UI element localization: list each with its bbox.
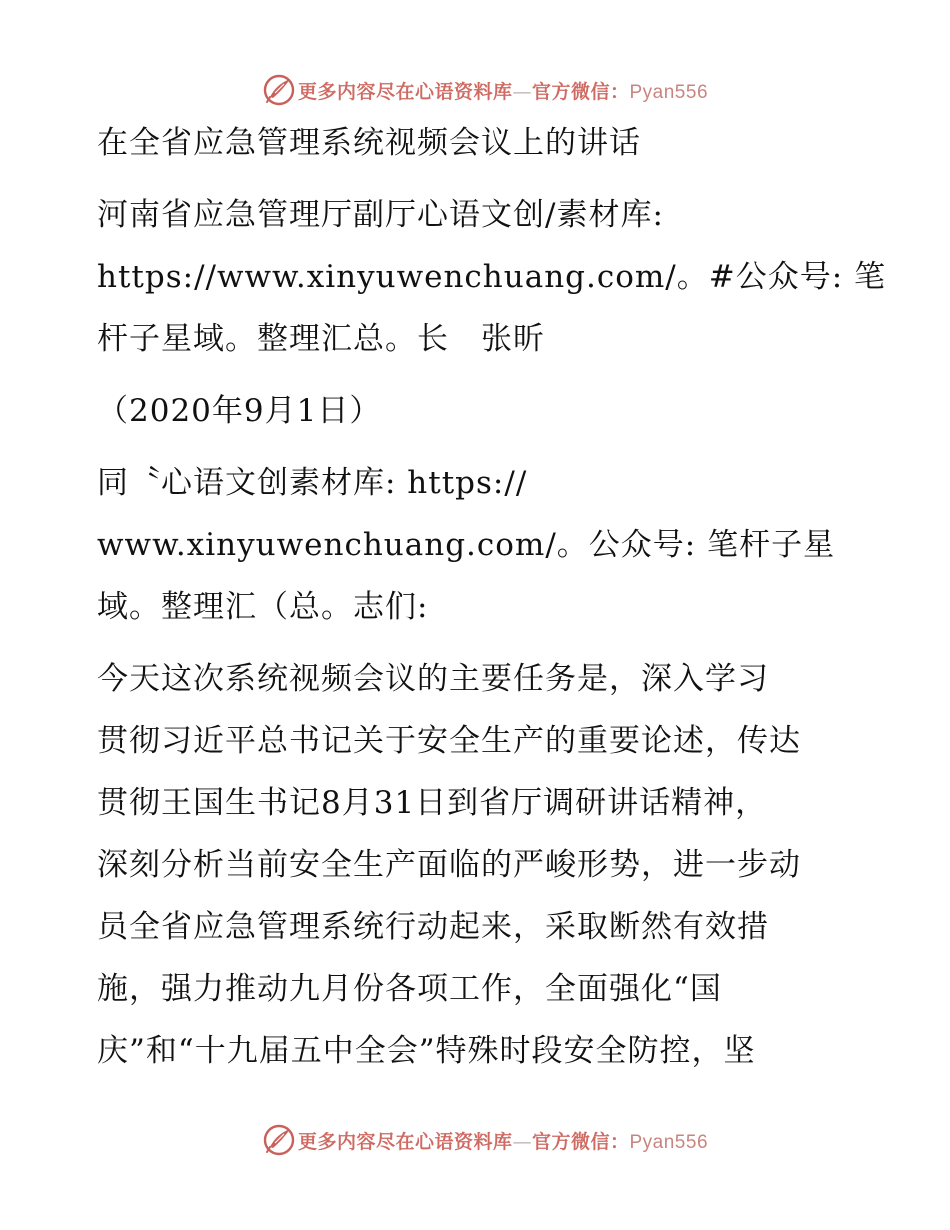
salutation-line: 同〝心语文创素材库: https:// xyxy=(97,465,528,501)
body-paragraph-line: 庆”和“十九届五中全会”特殊时段安全防控，坚 xyxy=(97,1033,756,1069)
document-body xyxy=(97,112,887,1082)
banner-dash: — xyxy=(512,1130,532,1153)
author-line: 河南省应急管理厅副厅心语文创/素材库: xyxy=(97,197,664,233)
salutation-line: 域。整理汇（总。志们: xyxy=(97,589,429,625)
banner-text xyxy=(298,77,708,104)
author-line: https://www.xinyuwenchuang.com/。#公众号: 笔 xyxy=(97,259,887,295)
banner-wechat-label: 官方微信： xyxy=(531,1130,630,1153)
body-paragraph-line: 员全省应急管理系统行动起来，采取断然有效措 xyxy=(97,909,769,945)
body-paragraph-line: 深刻分析当前安全生产面临的严峻形势，进一步动 xyxy=(97,847,801,883)
footer-watermark-banner xyxy=(0,1120,950,1160)
body-paragraph-line: 施，强力推动九月份各项工作，全面强化“国 xyxy=(97,971,722,1007)
quill-logo-icon xyxy=(262,73,296,107)
document-title: 在全省应急管理系统视频会议上的讲话 xyxy=(97,125,641,161)
author-line: 杆子星域。整理汇总。长 张昕 xyxy=(97,321,545,357)
salutation-line: www.xinyuwenchuang.com/。公众号: 笔杆子星 xyxy=(97,527,836,563)
banner-text xyxy=(298,1127,708,1154)
banner-wechat-id: Pyan556 xyxy=(629,81,709,103)
banner-brand: 更多内容尽在心语资料库 xyxy=(297,80,513,103)
quill-logo-icon xyxy=(262,1123,296,1157)
body-paragraph-line: 贯彻王国生书记8月31日到省厅调研讲话精神， xyxy=(97,785,768,821)
body-paragraph-line: 贯彻习近平总书记关于安全生产的重要论述，传达 xyxy=(97,723,801,759)
header-watermark-banner xyxy=(0,70,950,110)
banner-dash: — xyxy=(512,80,532,103)
banner-wechat-id: Pyan556 xyxy=(629,1131,709,1153)
body-paragraph-line: 今天这次系统视频会议的主要任务是，深入学习 xyxy=(97,661,769,697)
banner-brand: 更多内容尽在心语资料库 xyxy=(297,1130,513,1153)
banner-wechat-label: 官方微信： xyxy=(531,80,630,103)
date-line: （2020年9月1日） xyxy=(97,393,382,429)
